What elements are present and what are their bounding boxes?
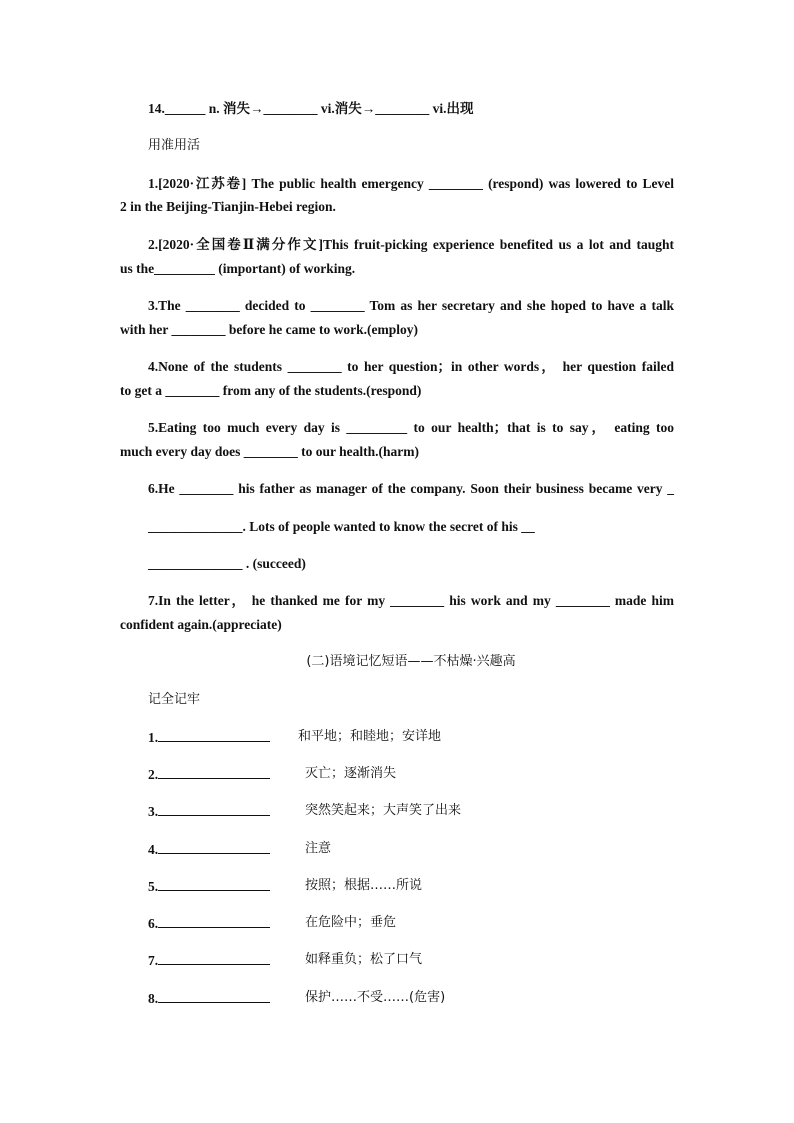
answer-blank[interactable] xyxy=(158,840,270,854)
question-4-line-1: 4.None of the students ________ to her question；in other words， her question failed xyxy=(148,359,674,374)
phrase-meaning: 在危险中；垂危 xyxy=(305,915,397,930)
question-7-line-2: confident again.(appreciate) xyxy=(120,617,282,632)
phrase-number: 3. xyxy=(148,804,159,819)
item-14: 14.______ n. 消失→________ vi.消失→________ vi.出现 xyxy=(148,101,474,116)
answer-blank[interactable] xyxy=(158,765,270,779)
phrase-number: 1. xyxy=(148,730,159,745)
phrase-number: 8. xyxy=(148,991,159,1006)
question-1-line-2: 2 in the Beijing-Tianjin-Hebei region. xyxy=(120,199,336,214)
question-2-line-1: 2.[2020·全国卷Ⅱ满分作文]This fruit-picking experience benefited us a lot and taught xyxy=(148,237,674,252)
phrases-heading: 记全记牢 xyxy=(148,692,201,707)
phrase-number: 7. xyxy=(148,953,159,968)
answer-blank[interactable] xyxy=(158,802,270,816)
answer-blank[interactable] xyxy=(158,951,270,965)
question-6-line-2: ______________. Lots of people wanted to know the secret of his __ xyxy=(148,519,535,534)
question-6-line-1: 6.He ________ his father as manager of the company. Soon their business became very _ xyxy=(148,481,674,496)
phrase-number: 4. xyxy=(148,842,159,857)
answer-blank[interactable] xyxy=(158,877,270,891)
section-heading-use: 用准用活 xyxy=(148,138,201,153)
question-3-line-2: with her ________ before he came to work.(employ) xyxy=(120,322,418,337)
answer-blank[interactable] xyxy=(158,989,270,1003)
question-1-line-1: 1.[2020·江苏卷] The public health emergency ________ (respond) was lowered to Level xyxy=(148,176,674,191)
phrases-section-title: (二)语境记忆短语——不枯燥·兴趣高 xyxy=(306,654,516,669)
question-7-line-1: 7.In the letter， he thanked me for my ________ his work and my ________ made him xyxy=(148,593,674,608)
question-5-line-2: much every day does ________ to our health.(harm) xyxy=(120,444,419,459)
phrase-number: 5. xyxy=(148,879,159,894)
phrase-meaning: 注意 xyxy=(305,841,332,856)
phrase-meaning: 如释重负；松了口气 xyxy=(305,952,423,967)
question-5-line-1: 5.Eating too much every day is _________ to our health；that is to say， eating too xyxy=(148,420,674,435)
phrase-meaning: 按照；根据……所说 xyxy=(305,878,423,893)
question-3-line-1: 3.The ________ decided to ________ Tom as her secretary and she hoped to have a talk xyxy=(148,298,674,313)
answer-blank[interactable] xyxy=(158,914,270,928)
phrase-number: 2. xyxy=(148,767,159,782)
phrase-meaning: 灭亡；逐渐消失 xyxy=(305,766,397,781)
phrase-number: 6. xyxy=(148,916,159,931)
answer-blank[interactable] xyxy=(158,728,270,742)
phrase-meaning: 和平地；和睦地；安详地 xyxy=(298,729,442,744)
question-4-line-2: to get a ________ from any of the students.(respond) xyxy=(120,383,422,398)
phrase-meaning: 突然笑起来；大声笑了出来 xyxy=(305,803,462,818)
phrase-meaning: 保护……不受……(危害) xyxy=(305,990,446,1005)
question-2-line-2: us the_________ (important) of working. xyxy=(120,261,356,276)
question-6-line-3: ______________ . (succeed) xyxy=(148,556,306,571)
